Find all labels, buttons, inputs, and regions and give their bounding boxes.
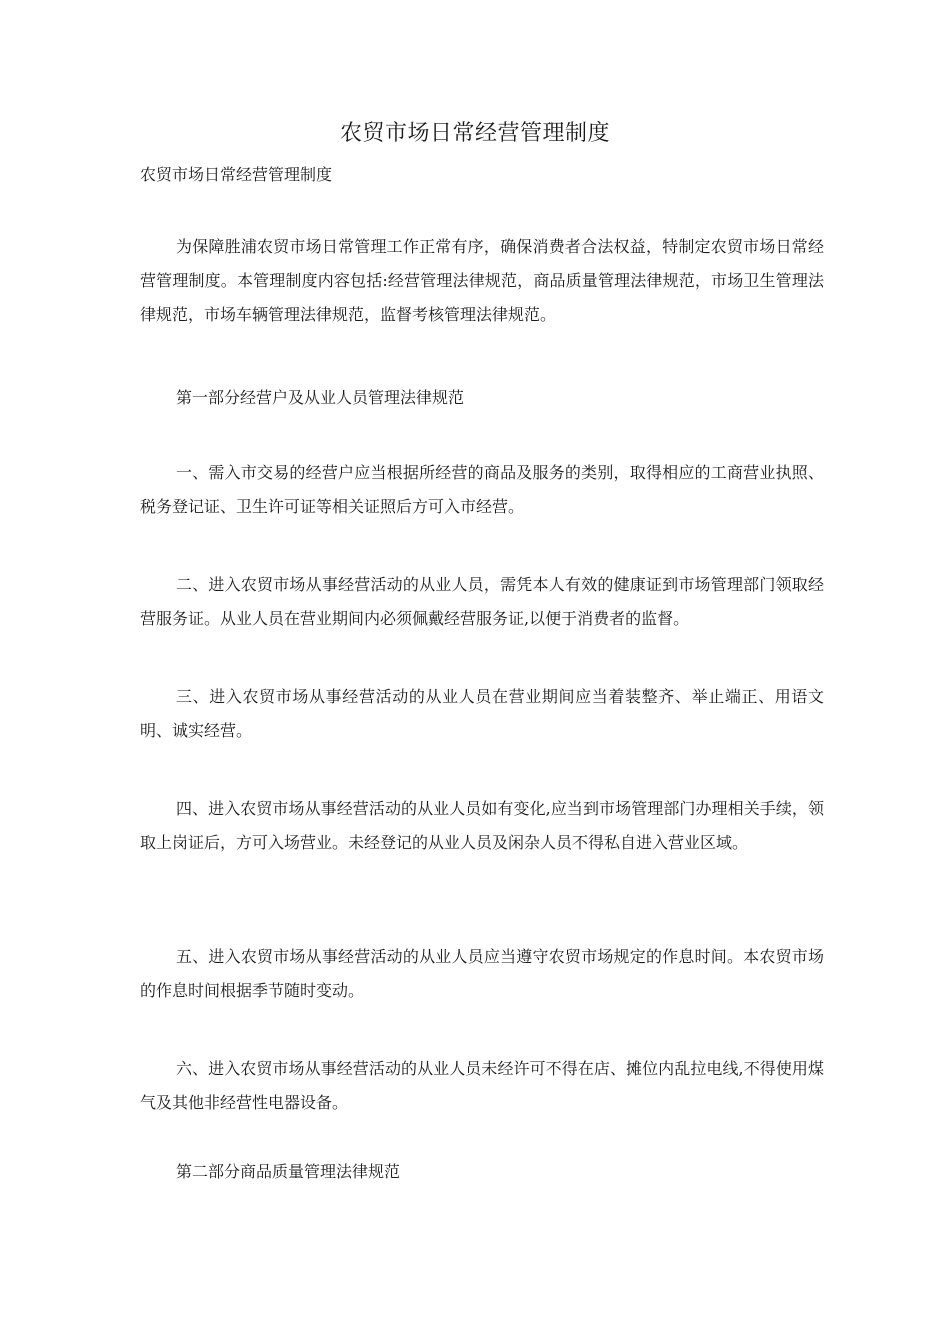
document-title: 农贸市场日常经营管理制度	[339, 121, 610, 146]
clause-5: 五、进入农贸市场从事经营活动的从业人员应当遵守农贸市场规定的作息时间。本农贸市场的作息时间根据季节随时变动。	[140, 947, 824, 1000]
document-subtitle: 农贸市场日常经营管理制度	[140, 165, 333, 184]
clause-1: 一、需入市交易的经营户应当根据所经营的商品及服务的类别，取得相应的工商营业执照、税务登记证、卫生许可证等相关证照后方可入市经营。	[140, 463, 824, 516]
part2-heading: 第二部分商品质量管理法律规范	[176, 1162, 401, 1181]
clause-3: 三、进入农贸市场从事经营活动的从业人员在营业期间应当着装整齐、举止端正、用语文明、诚实经营。	[140, 687, 824, 740]
clause-2: 二、进入农贸市场从事经营活动的从业人员，需凭本人有效的健康证到市场管理部门领取经营服务证。从业人员在营业期间内必须佩戴经营服务证,以便于消费者的监督。	[140, 575, 824, 628]
part1-heading: 第一部分经营户及从业人员管理法律规范	[176, 388, 465, 407]
clause-4: 四、进入农贸市场从事经营活动的从业人员如有变化,应当到市场管理部门办理相关手续，领取上岗证后，方可入场营业。未经登记的从业人员及闲杂人员不得私自进入营业区域。	[140, 799, 824, 852]
intro-paragraph: 为保障胜浦农贸市场日常管理工作正常有序，确保消费者合法权益，特制定农贸市场日常经营管理制度。本管理制度内容包括:经营管理法律规范，商品质量管理法律规范，市场卫生管理法律规范，市场车辆管理法律规范，监督考核管理法律规范。	[140, 237, 824, 324]
clause-6: 六、进入农贸市场从事经营活动的从业人员未经许可不得在店、摊位内乱拉电线,不得使用煤气及其他非经营性电器设备。	[140, 1059, 824, 1112]
